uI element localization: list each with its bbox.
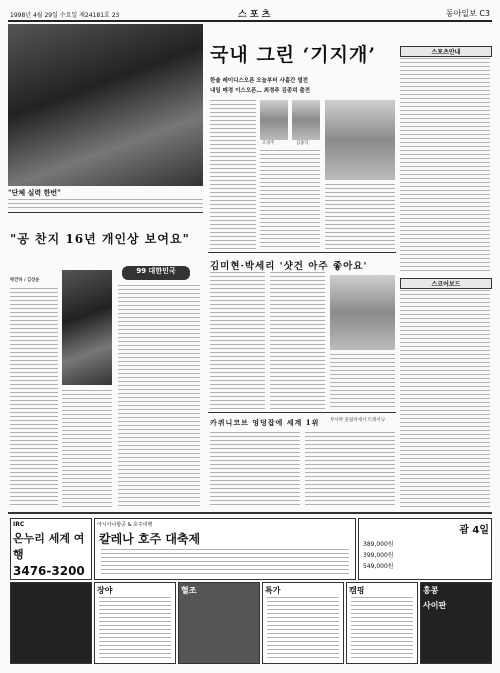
ad-block-1[interactable] <box>10 582 92 664</box>
ad-prefix: IRC <box>13 521 25 528</box>
ad-word-5: 홍콩 <box>423 586 439 595</box>
player-photo-2 <box>292 100 320 140</box>
ad-title: 칼레나 호주 대축제 <box>99 532 201 546</box>
page-header <box>8 6 492 22</box>
ad-block-3[interactable] <box>178 582 260 664</box>
price-title: 괌 4일 <box>459 525 489 536</box>
divider <box>208 412 396 413</box>
ad-listing <box>351 597 413 659</box>
price-2: 399,000원 <box>363 552 394 559</box>
ad-listing <box>267 597 339 659</box>
article-column <box>270 272 325 410</box>
article-column <box>210 272 265 410</box>
player-photo-1 <box>260 100 288 140</box>
travel-ad-left[interactable] <box>10 518 92 580</box>
ad-block-2[interactable] <box>94 582 176 664</box>
volleyball-headline: 김미현·박세리 '샷건 아주 좋아요' <box>210 261 368 272</box>
article-column <box>118 285 200 508</box>
article-column <box>210 432 300 508</box>
section-title: 스 포 츠 <box>238 10 271 20</box>
price-ad[interactable] <box>358 518 492 580</box>
carnival-headline: 카퀴니코브 엉덩잡에 세계 1위 <box>210 418 320 427</box>
article-column <box>330 354 395 410</box>
divider <box>8 212 203 213</box>
paper-name: 동아일보 C3 <box>445 9 490 18</box>
ad-listing <box>99 597 171 659</box>
divider <box>208 252 396 253</box>
top-headline: 국내 그린 ‘기지개’ <box>210 44 376 66</box>
article-column <box>210 100 256 250</box>
article-column <box>325 184 395 250</box>
golfer-photo <box>325 100 395 180</box>
ad-listing <box>101 549 349 575</box>
travel-ad-center[interactable] <box>94 518 356 580</box>
athlete-photo <box>330 275 395 350</box>
ad-top-line: 아시아나항공 & 호주여행 <box>97 522 153 528</box>
issue-date: 1998년 4월 29일 수요일 제24181호 23 <box>10 12 120 19</box>
top-deck-1: 한솔 레이디스오픈 오늘부터 사흘간 열전 <box>210 78 308 84</box>
ad-divider <box>8 512 492 514</box>
photo-caption: "단체 실력 한번" <box>8 188 61 197</box>
soccer-headline: "공 찬지 16년 개인상 보여요" <box>10 232 190 246</box>
ad-word-6: 사이판 <box>423 601 447 610</box>
sidebar-text <box>400 58 490 273</box>
ad-word-1: 장야 <box>97 586 113 595</box>
photo-caption-text <box>8 199 203 209</box>
ad-brand: 온누리 세계 여행 <box>13 532 85 561</box>
ad-phone: 3476-3200 <box>13 564 85 578</box>
player-name-1: 조경주 <box>262 141 275 146</box>
price-1: 389,000원 <box>363 541 394 548</box>
article-column <box>305 432 395 508</box>
carnival-sub: 무사박 올림픽에서 트레이닝 <box>330 418 386 423</box>
soccer-byline: 박건하 / 김상운 <box>10 278 40 283</box>
ad-word-3: 특가 <box>265 586 281 595</box>
article-column <box>260 150 320 250</box>
ad-block-4[interactable] <box>262 582 344 664</box>
article-column <box>62 390 112 508</box>
top-deck-2: 내일 매경 이스오픈… 최경주 김종덕 출전 <box>210 88 311 94</box>
ad-block-6[interactable] <box>420 582 492 664</box>
sidebar-title-score: 스코어보드 <box>400 278 492 289</box>
article-column <box>10 288 58 508</box>
scoreboard-text <box>400 290 490 510</box>
ad-block-5[interactable] <box>346 582 418 664</box>
event-logo: 99 대한민국 <box>122 266 190 280</box>
ad-word-4: 캠핑 <box>349 586 365 595</box>
ad-word-2: 혈조 <box>181 586 197 595</box>
price-3: 549,000원 <box>363 563 394 570</box>
soccer-player-photo <box>62 270 112 385</box>
player-name-2: 김종덕 <box>296 141 309 146</box>
sidebar-title-info: 스포츠안내 <box>400 46 492 57</box>
soccer-team-photo <box>8 24 203 186</box>
